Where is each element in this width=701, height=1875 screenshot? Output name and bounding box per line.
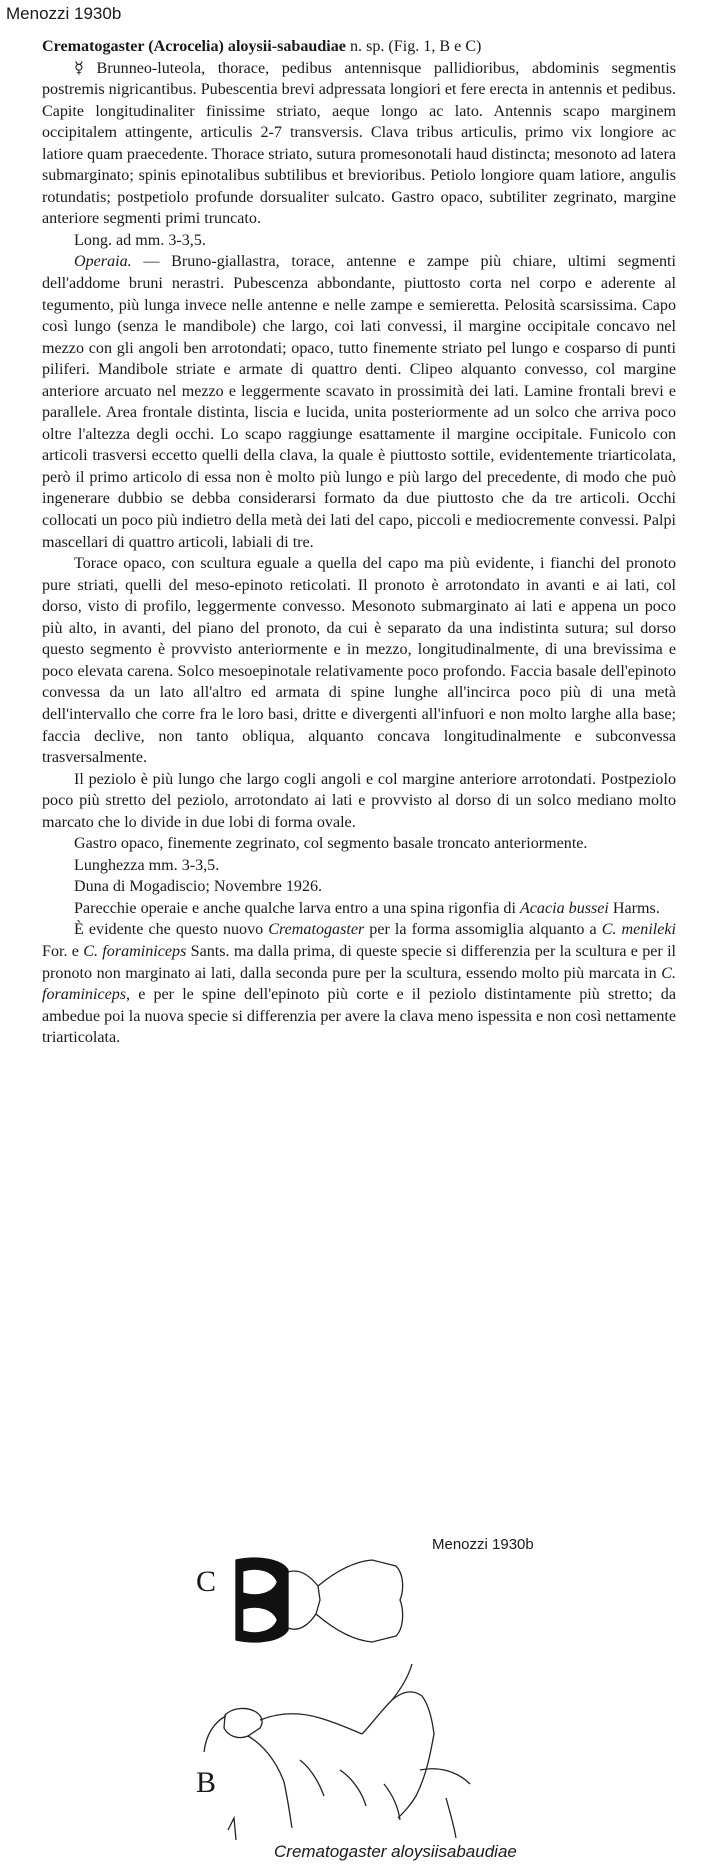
- operaia-label: Operaia.: [74, 253, 132, 271]
- figure-b-lateral-view: [204, 1664, 470, 1840]
- latin-length: Long. ad mm. 3-3,5.: [74, 231, 206, 249]
- disc-species-3: C. foraminiceps: [42, 964, 676, 1004]
- gastro-paragraph: Gastro opaco, finemente zegrinato, col segmento basale troncato anteriormente.: [74, 835, 588, 853]
- disc-part-2: per la forma assomiglia alquanto a: [364, 921, 602, 939]
- disc-genus: Crematogaster: [268, 921, 365, 939]
- species-title: Crematogaster (Acrocelia) aloysii-sabaudiae: [42, 38, 346, 55]
- torace-paragraph: Torace opaco, con scultura eguale a quella del capo ma più evidente, i fianchi del pronoto pure striati, quelli del meso-epinoto reticolati. Il pronoto è arrotondato in avanti e ai lati, col dorso, visto di profilo, leggermente convesso. Mesonoto submarginato ai lati e appena un poco più alto, in avanti, del piano del pronoto, da cui è separato da una indistinta sutura; sul dorso questo segmento è provvisto anteriormente e in mezzo, longitudinalmente, di una brevissima e poco elevata carena. Solco mesoepinotale relativamente poco profondo. Faccia basale dell'epinoto convessa da un lato all'altro ed armata di spine lunghe all'incirca poco più di una metà dell'intervallo che corre fra le loro basi, dritte e divergenti all'infuori e non molto larghe alla base; faccia declive, non tanto obliqua, alquanto concava longitudinalmente e subconvessa trasversalmente.: [42, 555, 676, 767]
- disc-part-4: Sants. ma dalla prima, di queste specie si differenzia per la scultura e per il pronoto non marginato ai lati, dalla seconda pure per la scultura, essendo molto più marcata in: [42, 942, 677, 982]
- figure-c-dorsal-view: [236, 1558, 403, 1642]
- locality-line: Duna di Mogadiscio; Novembre 1926.: [74, 878, 323, 896]
- lunghezza-line: Lunghezza mm. 3-3,5.: [74, 856, 220, 874]
- species-title-suffix: n. sp. (Fig. 1, B e C): [345, 38, 482, 55]
- disc-part-3: For. e: [42, 942, 84, 960]
- figure-label-b: B: [196, 1766, 217, 1799]
- disc-species-2: C. foraminiceps: [83, 942, 187, 960]
- figure-label-c: C: [196, 1565, 217, 1598]
- host-suffix: Harms.: [608, 899, 660, 917]
- figure-caption: Crematogaster aloysiisabaudiae: [274, 1842, 517, 1861]
- disc-part-5: , e per le spine dell'epinoto più corte e il peziolo distintamente più stretto; da ambedue poi la nuova specie si differenzia per avere la clava meno ispessita e non così nettamente triarticolata.: [42, 986, 676, 1047]
- latin-description: ☿ Brunneo-luteola, thorace, pedibus antennisque pallidioribus, abdominis segmentis postremis nigricantibus. Pubescentia brevi adpressata longiori et fere erecta in antennis et pedibus. Capite longitudinaliter finissime striato, aeque longo ac lato. Antennis scapo marginem occipitalem attingente, articulis 2-7 transversis. Clava tribus articulis, primo vix longiore ac latiore quam praecedente. Thorace striato, sutura promesonotali haud distincta; mesonoto ad latera submarginato; spinis epinotalibus subtilibus et brevioribus. Petiolo longiore quam latiore, angulis rotundatis; postpetiolo profunde dorsualiter sulcato. Gastro opaco, subtiliter zegrinato, margine anteriore segmenti primi truncato.: [42, 59, 676, 228]
- figure-credit: Menozzi 1930b: [432, 1536, 534, 1553]
- disc-part-1: È evidente che questo nuovo: [74, 921, 269, 939]
- operaia-text: — Bruno-giallastra, torace, antenne e zampe più chiare, ultimi segmenti dell'addome bruni nerastri. Pubescenza abbondante, piuttosto corta nel corpo e aderente al tegumento, più lunga invece nelle antenne e nelle zampe e semieretta. Pelosità scarsissima. Capo così lungo (senza le mandibole) che largo, coi lati convessi, il margine occipitale concavo nel mezzo con gli angoli ben arrotondati; opaco, tutto finemente striato pel lungo e cosparso di punti piliferi. Mandibole striate e armate di quattro denti. Clipeo alquanto convesso, col margine anteriore arcuato nel mezzo e leggermente scavato in prossimità dei lati. Lamine frontali brevi e parallele. Area frontale distinta, liscia e lucida, unita posteriormente ad un solco che arriva poco oltre l'altezza degli occhi. Lo scapo raggiunge esattamente il margine occipitale. Funicolo con articoli trasversi eccetto quelli della clava, la quale è piuttosto sottile, evidentemente triarticolata, però il primo articolo di essa non è molto più lungo e più largo del precedente, di modo che può ingenerare dubbio se debba considerarsi formato da due piuttosto che da tre articoli. Occhi collocati un poco più indietro della metà dei lati del capo, piccoli e mediocremente convessi. Palpi mascellari di quattro articoli, labiali di tre.: [42, 253, 676, 551]
- peziolo-paragraph: Il peziolo è più lungo che largo cogli angoli e col margine anteriore arrotondati. Postpeziolo poco più stretto del peziolo, arrotondato ai lati e provvisto al dorso di un solco mediano molto marcato che lo divide in due lobi di forma ovale.: [42, 770, 676, 831]
- host-species: Acacia bussei: [519, 899, 609, 917]
- source-label: Menozzi 1930b: [6, 4, 122, 23]
- disc-species-1: C. menileki: [601, 921, 677, 939]
- host-prefix: Parecchie operaie e anche qualche larva entro a una spina rigonfia di: [74, 899, 520, 917]
